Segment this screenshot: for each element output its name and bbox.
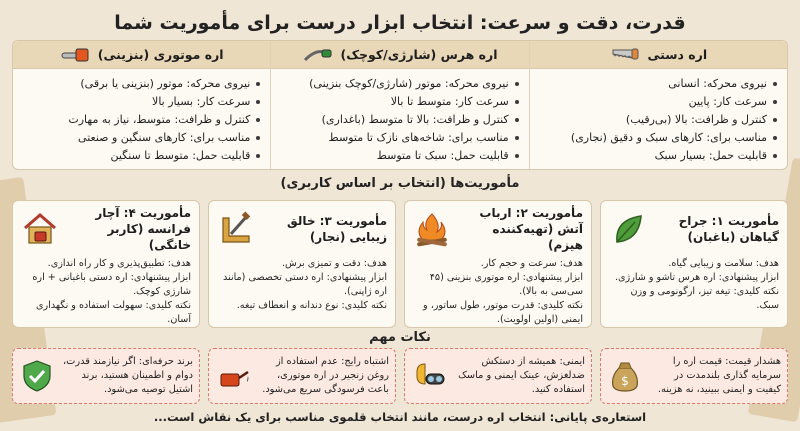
page-title: قدرت، دقت و سرعت: انتخاب ابزار درست برای مأموریت شما [114, 12, 686, 34]
column-title: اره موتوری (بنزینی) [97, 47, 224, 62]
feature-list [530, 69, 787, 165]
tip-common-mistake [208, 348, 396, 404]
tip-brand [12, 348, 200, 404]
mission-card-carpenter [208, 200, 396, 328]
tip-text: ایمنی: همیشه از دستکش ضدلغزش، عینک ایمنی و ماسک استفاده کنید. [458, 356, 585, 395]
list-item: مناسب برای: شاخه‌های نازک تا متوسط [277, 129, 518, 147]
mission-line: ابزار پیشنهادی: اره دستی تخصصی (مانند اره ژاپنی). [223, 272, 387, 297]
list-item: مناسب برای: کارهای سبک و دقیق (نجاری) [536, 129, 777, 147]
column-header [13, 41, 270, 69]
mission-title: مأموریت ۲: ارباب آتش (تهیه‌کننده هیزم) [479, 206, 583, 252]
mission-line: نکته کلیدی: نوع دندانه و انعطاف تیغه. [236, 300, 387, 311]
list-item: سرعت کار: بسیار بالا [19, 93, 260, 111]
handsaw-icon [610, 46, 640, 64]
mission-card-gardener [600, 200, 788, 328]
mission-line: هدف: سلامت و زیبایی گیاه. [668, 258, 779, 269]
mission-title: مأموریت ۱: جراح گیاهان (باغبان) [678, 214, 779, 244]
missions-heading: مأموریت‌ها (انتخاب بر اساس کاربری) [280, 176, 520, 191]
mission-line: نکته کلیدی: قدرت موتور، طول ساتور، و ایمنی (اولین اولویت). [423, 300, 583, 325]
safety-gear-icon [411, 358, 447, 394]
money-bag-icon [607, 358, 643, 394]
campfire-icon [413, 210, 451, 248]
list-item: قابلیت حمل: بسیار سبک [536, 147, 777, 165]
mission-card-home-user [12, 200, 200, 328]
tip-text: برند حرفه‌ای: اگر نیازمند قدرت، دوام و اطمینان هستید، برند اشتیل توصیه می‌شود. [62, 356, 193, 395]
column-chainsaw [13, 41, 270, 169]
list-item: مناسب برای: کارهای سنگین و صنعتی [19, 129, 260, 147]
column-title: اره هرس (شارژی/کوچک) [340, 47, 498, 62]
list-item: نیروی محرکه: انسانی [536, 75, 777, 93]
tips-row [12, 348, 788, 404]
mission-line: ابزار پیشنهادی: اره هرس تاشو و شارژی. [615, 272, 779, 283]
carpentry-icon [217, 210, 255, 248]
column-header [271, 41, 528, 69]
column-title: اره دستی [647, 47, 708, 62]
mission-title: مأموریت ۴: آچار فرانسه (کاربر خانگی) [95, 206, 191, 252]
pruning-saw-icon [303, 46, 333, 64]
chainsaw-icon [60, 46, 90, 64]
tips-heading: نکات مهم [369, 330, 431, 345]
mission-line: ابزار پیشنهادی: اره دستی باغبانی + اره شارژی کوچک. [32, 272, 191, 297]
list-item: کنترل و ظرافت: متوسط، نیاز به مهارت [19, 111, 260, 129]
mission-card-firewood [404, 200, 592, 328]
mission-line: نکته کلیدی: تیغه تیز، ارگونومی و وزن سبک. [630, 286, 779, 311]
column-pruning-saw [270, 41, 528, 169]
list-item: سرعت کار: پایین [536, 93, 777, 111]
mission-line: هدف: سرعت و حجم کار. [480, 258, 583, 269]
list-item: نیروی محرکه: موتور (شارژی/کوچک بنزینی) [277, 75, 518, 93]
mission-line: هدف: دقت و تمیزی برش. [281, 258, 387, 269]
column-header [530, 41, 787, 69]
shield-check-icon [19, 358, 55, 394]
list-item: قابلیت حمل: سبک تا متوسط [277, 147, 518, 165]
column-handsaw [529, 41, 787, 169]
house-toolbox-icon [21, 210, 59, 248]
list-item: کنترل و ظرافت: بالا (بی‌رقیب) [536, 111, 777, 129]
feature-list [13, 69, 270, 165]
mission-cards [12, 200, 788, 328]
list-item: سرعت کار: متوسط تا بالا [277, 93, 518, 111]
leaf-icon [609, 210, 647, 248]
comparison-table [12, 40, 788, 170]
tip-safety [404, 348, 592, 404]
mission-line: هدف: تطبیق‌پذیری و کار راه اندازی. [47, 258, 191, 269]
mission-line: ابزار پیشنهادی: اره موتوری بنزینی (۴۵ سی‌سی به بالا). [429, 272, 583, 297]
mission-title: مأموریت ۳: خالق زیبایی (نجار) [287, 214, 387, 244]
list-item: کنترل و ظرافت: بالا تا متوسط (باغداری) [277, 111, 518, 129]
tip-text: هشدار قیمت: قیمت اره را سرمایه گذاری بلندمدت در کیفیت و ایمنی ببینید، نه هزینه. [657, 356, 781, 395]
tip-text: اشتباه رایج: عدم استفاده از روغن زنجیر در اره موتوری، باعث فرسودگی سریع می‌شود. [262, 356, 389, 395]
feature-list [271, 69, 528, 165]
mission-line: نکته کلیدی: سهولت استفاده و نگهداری آسان. [36, 300, 191, 325]
oil-can-icon [215, 358, 251, 394]
footer-note: استعاره‌ی پایانی: انتخاب اره درست، مانند انتخاب قلموی مناسب برای یک نقاش است... [153, 410, 647, 424]
tip-price [600, 348, 788, 404]
list-item: نیروی محرکه: موتور (بنزینی یا برقی) [19, 75, 260, 93]
svg-text:$: $ [621, 374, 629, 388]
list-item: قابلیت حمل: متوسط تا سنگین [19, 147, 260, 165]
